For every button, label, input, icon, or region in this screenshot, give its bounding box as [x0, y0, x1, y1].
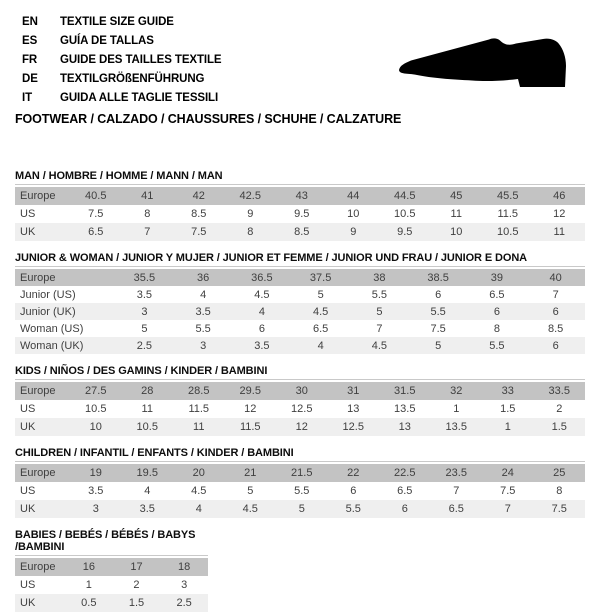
size-cell: 16: [82, 561, 95, 573]
size-cell: 13: [347, 403, 360, 415]
size-cell: 22.5: [394, 467, 416, 479]
size-cell: 7: [552, 288, 559, 301]
size-cell: 42: [192, 190, 205, 202]
size-cell: 5.5: [294, 485, 310, 497]
size-cell: 21: [244, 467, 257, 479]
size-cell: 4: [258, 305, 265, 318]
size-cell: 6: [258, 322, 265, 335]
table-row: [15, 286, 585, 303]
size-cell: 3.5: [88, 485, 104, 497]
size-cell: 44.5: [394, 190, 416, 202]
size-cell: 3.5: [195, 305, 211, 318]
size-cell: 1: [453, 403, 460, 415]
size-cell: 11: [553, 226, 565, 238]
size-cell: 1.5: [500, 403, 516, 415]
size-table-section-kids: [15, 365, 585, 436]
language-title: GUIDE DES TAILLES TEXTILE: [60, 54, 222, 66]
size-cell: 1: [504, 421, 511, 433]
size-table-man: [15, 187, 585, 241]
size-cell: 40.5: [85, 190, 107, 202]
row-label: Junior (US): [20, 288, 76, 301]
row-label: US: [20, 579, 36, 591]
size-table-section-junior-woman: [15, 252, 585, 354]
size-cell: 7.5: [500, 485, 516, 497]
size-cell: 4: [200, 288, 207, 301]
size-cell: 6: [401, 503, 408, 515]
size-cell: 3: [181, 579, 188, 591]
table-top-rule: [15, 184, 585, 185]
table-row: [15, 482, 585, 500]
size-cell: 13.5: [445, 421, 467, 433]
size-cell: 5: [317, 288, 324, 301]
table-row: [15, 223, 585, 241]
size-cell: 9: [247, 208, 254, 220]
size-cell: 2.5: [176, 597, 192, 609]
size-cell: 13.5: [394, 403, 416, 415]
size-table-children: [15, 464, 585, 518]
size-cell: 10: [450, 226, 463, 238]
size-cell: 35.5: [133, 271, 156, 284]
size-cell: 7.5: [191, 226, 207, 238]
size-cell: 4: [144, 485, 151, 497]
size-cell: 5: [247, 485, 254, 497]
size-cell: 36.5: [251, 271, 273, 284]
size-cell: 8.5: [294, 226, 310, 238]
row-label: UK: [20, 597, 36, 609]
size-cell: 8: [247, 226, 254, 238]
size-cell: 12.5: [342, 421, 364, 433]
size-cell: 9.5: [397, 226, 413, 238]
table-row: [15, 418, 585, 436]
size-cell: 6.5: [397, 485, 413, 497]
size-cell: 1.5: [128, 597, 145, 609]
size-cell: 6.5: [312, 322, 329, 335]
size-cell: 24: [501, 467, 514, 479]
size-cell: 2: [133, 579, 140, 591]
size-cell: 30: [295, 385, 308, 397]
size-cell: 23.5: [445, 467, 467, 479]
row-label: US: [20, 403, 36, 415]
row-label: Europe: [20, 467, 56, 479]
size-cell: 31.5: [394, 385, 416, 397]
size-cell: 10: [347, 208, 360, 220]
size-cell: 3.5: [254, 339, 270, 352]
size-cell: 4.5: [191, 485, 207, 497]
size-cell: 45: [450, 190, 463, 202]
size-cell: 2: [556, 403, 563, 415]
language-code: EN: [22, 16, 38, 28]
language-row: [22, 32, 222, 51]
size-cell: 10.5: [85, 403, 107, 415]
size-cell: 8: [493, 322, 500, 335]
size-cell: 1: [85, 579, 92, 591]
size-cell: 38.5: [427, 271, 449, 284]
size-cell: 11: [450, 208, 462, 220]
row-label: UK: [20, 421, 36, 433]
size-cell: 3.5: [136, 288, 153, 301]
table-row: [15, 303, 585, 320]
table-row: [15, 576, 208, 594]
size-cell: 4.5: [371, 339, 388, 352]
size-table-section-children: [15, 447, 585, 518]
size-cell: 3: [141, 305, 148, 318]
language-row: [22, 89, 222, 108]
size-cell: 18: [178, 561, 191, 573]
size-cell: 5.5: [345, 503, 361, 515]
size-cell: 8.5: [547, 322, 564, 335]
size-cell: 21.5: [291, 467, 313, 479]
size-cell: 4.5: [242, 503, 258, 515]
size-cell: 4: [317, 339, 324, 352]
size-cell: 4: [195, 503, 202, 515]
size-cell: 7: [504, 503, 511, 515]
size-cell: 33.5: [548, 385, 570, 397]
language-code: DE: [22, 73, 38, 85]
size-cell: 39: [490, 271, 503, 284]
size-cell: 10.5: [394, 208, 416, 220]
size-cell: 10: [89, 421, 102, 433]
table-row: [15, 382, 585, 400]
table-top-rule: [15, 461, 585, 462]
size-cell: 40: [549, 271, 562, 284]
size-cell: 3: [92, 503, 99, 515]
size-cell: 20: [192, 467, 205, 479]
size-table-babies: [15, 558, 208, 612]
size-cell: 9: [350, 226, 357, 238]
size-cell: 6.5: [489, 288, 505, 301]
size-cell: 0.5: [81, 597, 97, 609]
language-title: TEXTILE SIZE GUIDE: [60, 16, 174, 28]
size-cell: 8: [144, 208, 151, 220]
size-cell: 11: [141, 403, 153, 415]
size-cell: 37.5: [309, 271, 332, 284]
size-cell: 7.5: [551, 503, 567, 515]
size-cell: 12.5: [291, 403, 313, 415]
size-cell: 2.5: [136, 339, 153, 352]
size-cell: 8.5: [191, 208, 207, 220]
row-label: Woman (UK): [20, 339, 84, 352]
size-cell: 13: [398, 421, 411, 433]
row-label: Junior (UK): [20, 305, 76, 318]
section-title: FOOTWEAR / CALZADO / CHAUSSURES / SCHUHE / CALZATURE: [15, 112, 402, 126]
size-cell: 7.5: [88, 208, 104, 220]
size-cell: 6: [552, 339, 559, 352]
size-cell: 32: [450, 385, 463, 397]
size-cell: 42.5: [239, 190, 261, 202]
row-label: Europe: [20, 190, 56, 202]
size-cell: 12: [295, 421, 308, 433]
size-table-section-babies: [15, 529, 208, 612]
size-cell: 28: [141, 385, 154, 397]
size-cell: 5.5: [195, 322, 211, 335]
language-title: GUIDA ALLE TAGLIE TESSILI: [60, 92, 219, 104]
table-row: [15, 337, 585, 354]
size-cell: 6.5: [448, 503, 464, 515]
size-cell: 5: [376, 305, 383, 318]
size-cell: 9.5: [294, 208, 310, 220]
language-title: GUÍA DE TALLAS: [60, 35, 154, 47]
row-label: UK: [20, 503, 36, 515]
table-title-kids: KIDS / NIÑOS / DES GAMINS / KINDER / BAMBINI: [15, 365, 268, 377]
size-cell: 12: [244, 403, 257, 415]
row-label: Europe: [20, 385, 56, 397]
language-code: FR: [22, 54, 38, 66]
table-top-rule: [15, 379, 585, 380]
size-cell: 43: [295, 190, 308, 202]
size-cell: 4.5: [312, 305, 329, 318]
table-row: [15, 464, 585, 482]
size-cell: 12: [553, 208, 566, 220]
size-cell: 38: [373, 271, 386, 284]
table-row: [15, 205, 585, 223]
page-header: [15, 13, 585, 108]
size-cell: 4.5: [254, 288, 270, 301]
table-row: [15, 594, 208, 612]
size-cell: 44: [347, 190, 360, 202]
size-cell: 7: [453, 485, 460, 497]
size-cell: 31: [347, 385, 360, 397]
size-cell: 5.5: [489, 339, 505, 352]
table-row: [15, 500, 585, 518]
size-cell: 3: [200, 339, 207, 352]
size-cell: 3.5: [139, 503, 155, 515]
size-cell: 11.5: [497, 208, 519, 220]
size-cell: 33: [501, 385, 514, 397]
size-table-kids: [15, 382, 585, 436]
size-cell: 28.5: [188, 385, 210, 397]
language-title: TEXTILGRÖßENFÜHRUNG: [60, 73, 205, 85]
size-cell: 5.5: [371, 288, 388, 301]
size-cell: 11: [193, 421, 205, 433]
size-cell: 7: [144, 226, 151, 238]
table-row: [15, 269, 585, 286]
size-table-junior-woman: [15, 269, 585, 354]
table-row: [15, 187, 585, 205]
language-row: [22, 13, 222, 32]
size-cell: 8: [556, 485, 563, 497]
size-cell: 7.5: [430, 322, 446, 335]
table-title-junior-woman: JUNIOR & WOMAN / JUNIOR Y MUJER / JUNIOR ET FEMME / JUNIOR UND FRAU / JUNIOR E DONA: [15, 252, 528, 264]
size-cell: 19: [89, 467, 102, 479]
row-label: Woman (US): [20, 322, 84, 335]
size-cell: 22: [347, 467, 360, 479]
size-cell: 1.5: [551, 421, 567, 433]
row-label: UK: [20, 226, 36, 238]
row-label: Europe: [20, 561, 56, 573]
dress-shoe-icon: [398, 37, 568, 89]
size-cell: 6.5: [88, 226, 104, 238]
row-label: US: [20, 208, 36, 220]
size-cell: 11.5: [239, 421, 261, 433]
size-cell: 27.5: [85, 385, 107, 397]
size-cell: 5: [298, 503, 305, 515]
language-code: IT: [22, 92, 33, 104]
language-row: [22, 70, 222, 89]
size-cell: 45.5: [497, 190, 519, 202]
table-row: [15, 558, 208, 576]
language-row: [22, 51, 222, 70]
size-cell: 6: [552, 305, 559, 318]
table-top-rule: [15, 266, 585, 267]
size-cell: 6: [493, 305, 500, 318]
table-title-babies: BABIES / BEBÉS / BÉBÉS / BABYS /BAMBINI: [15, 529, 196, 553]
table-top-rule: [15, 555, 208, 556]
size-table-section-man: [15, 170, 585, 241]
size-cell: 5: [141, 322, 148, 335]
table-row: [15, 320, 585, 337]
table-row: [15, 400, 585, 418]
size-cell: 5.5: [430, 305, 446, 318]
language-code: ES: [22, 35, 38, 47]
size-cell: 41: [141, 190, 154, 202]
table-title-children: CHILDREN / INFANTIL / ENFANTS / KINDER / BAMBINI: [15, 447, 294, 459]
size-cell: 46: [553, 190, 566, 202]
size-cell: 29.5: [239, 385, 261, 397]
size-cell: 5: [435, 339, 442, 352]
size-cell: 19.5: [136, 467, 158, 479]
size-cell: 17: [130, 561, 143, 573]
size-cell: 10.5: [497, 226, 519, 238]
size-cell: 6: [435, 288, 442, 301]
size-cell: 7: [376, 322, 383, 335]
size-cell: 6: [350, 485, 357, 497]
language-list: [22, 13, 222, 108]
row-label: US: [20, 485, 36, 497]
size-cell: 10.5: [136, 421, 158, 433]
row-label: Europe: [20, 271, 56, 284]
size-cell: 25: [553, 467, 566, 479]
size-cell: 11.5: [188, 403, 210, 415]
size-cell: 36: [197, 271, 210, 284]
table-title-man: MAN / HOMBRE / HOMME / MANN / MAN: [15, 170, 223, 182]
